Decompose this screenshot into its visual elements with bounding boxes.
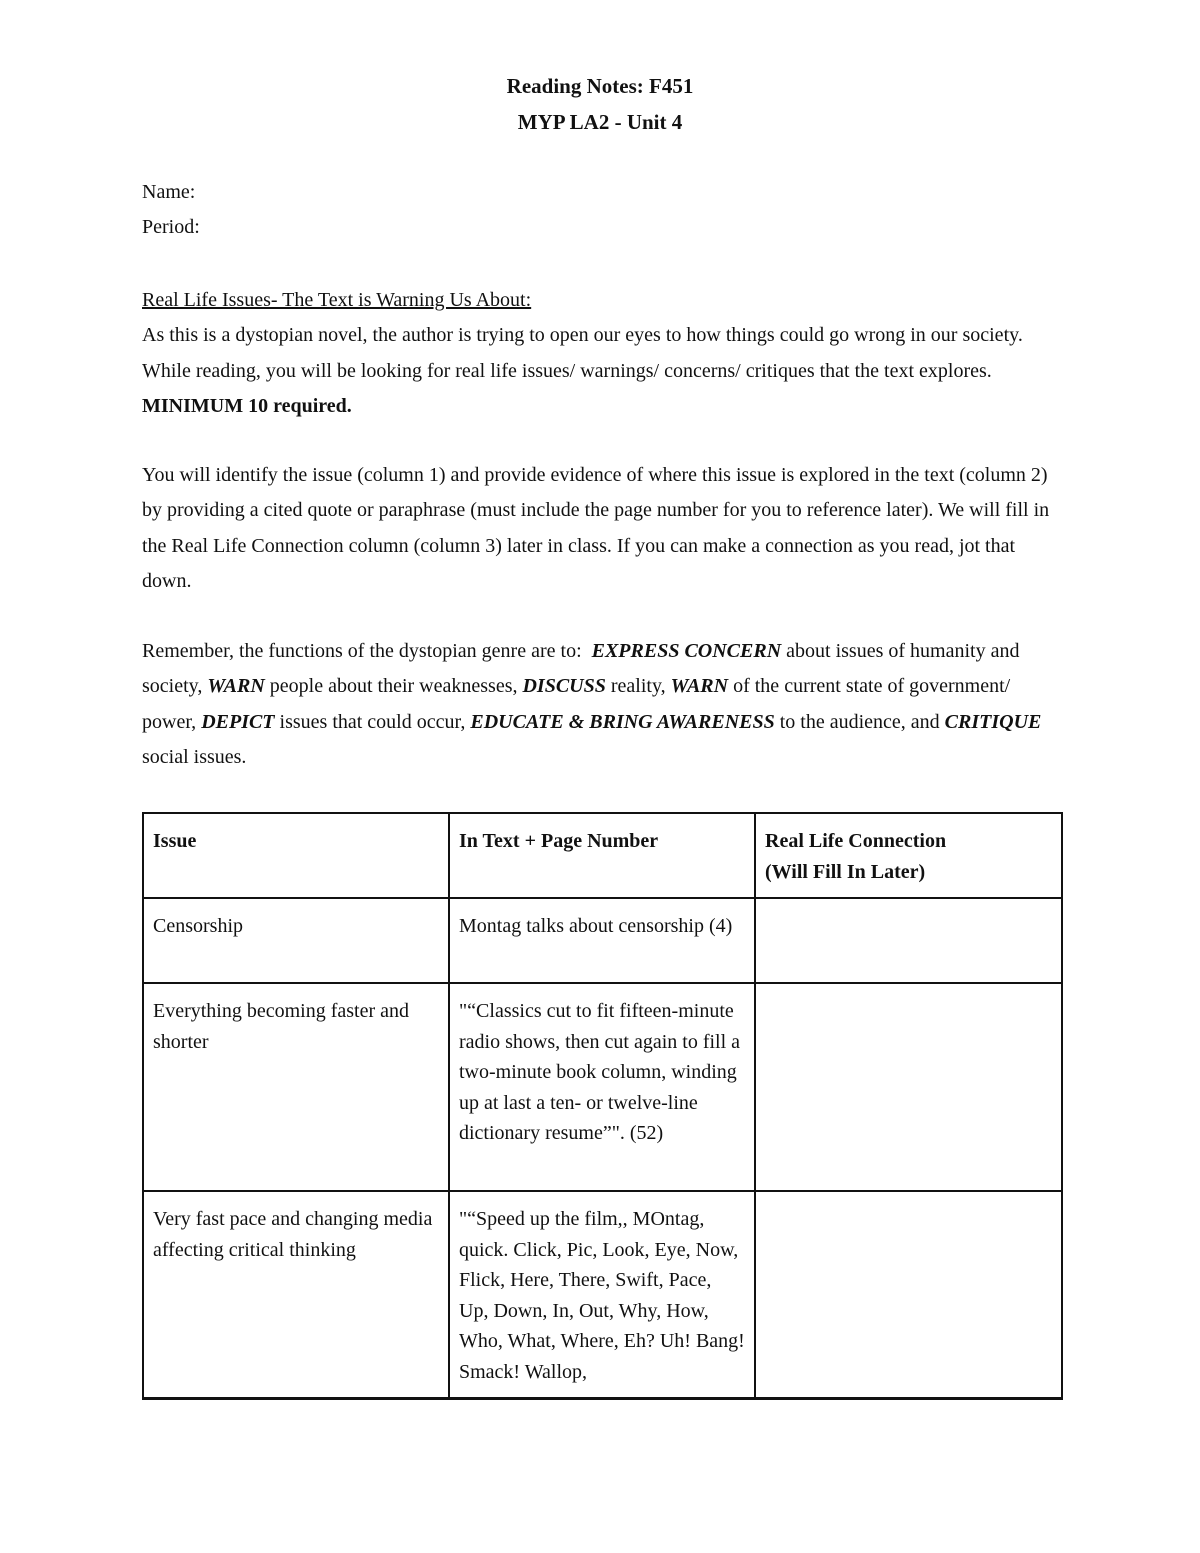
intro-text: As this is a dystopian novel, the author is trying to open our eyes to how things could go wrong in our society. While reading, you will be looking for real life issues/ warnings/ concerns/ critiques that the text explores.	[142, 324, 1023, 382]
document-subtitle: MYP LA2 - Unit 4	[517, 110, 683, 134]
keyword-educate: EDUCATE & BRING AWARENESS	[470, 710, 775, 733]
issue-cell[interactable]: Censorship	[143, 898, 449, 983]
functions-paragraph	[142, 634, 1062, 775]
functions-text-2: people about their weaknesses,	[264, 675, 523, 698]
notes-table	[142, 812, 1063, 1400]
table-row	[143, 1191, 1062, 1399]
issue-cell[interactable]: Very fast pace and changing media affecting critical thinking	[143, 1191, 449, 1399]
keyword-express-concern: EXPRESS CONCERN	[591, 640, 782, 662]
functions-text-6: to the audience, and	[774, 710, 945, 733]
instructions-paragraph: You will identify the issue (column 1) and provide evidence of where this issue is explored in the text (column 2) by providing a cited quote or paraphrase (must include the page number for you to reference later). We will fill in the Real Life Connection column (column 3) later in class. If you can make a connection as you read, jot that down.	[142, 464, 1050, 592]
connection-cell[interactable]	[755, 1191, 1062, 1399]
keyword-discuss: DISCUSS	[522, 675, 606, 698]
header-connection	[755, 813, 1062, 898]
in-text-cell[interactable]: Montag talks about censorship (4)	[449, 898, 755, 983]
header-connection-line1: Real Life Connection	[765, 830, 947, 852]
table-row	[143, 983, 1062, 1191]
table-header-row	[143, 813, 1062, 898]
functions-text-3: reality,	[605, 675, 671, 698]
functions-text-4: of the current state of government/ power,	[142, 675, 1011, 733]
functions-text-5: issues that could occur,	[274, 710, 471, 733]
keyword-critique: CRITIQUE	[944, 710, 1042, 733]
intro-heading: Real Life Issues- The Text is Warning Us About:	[142, 289, 532, 311]
header-issue: Issue	[143, 813, 449, 898]
functions-lead: Remember, the functions of the dystopian genre are to:	[142, 640, 582, 662]
functions-text-1: about issues of humanity and society,	[142, 640, 1020, 698]
connection-cell[interactable]	[755, 898, 1062, 983]
requirement-text: MINIMUM 10 required.	[142, 394, 352, 417]
functions-text-7: social issues.	[142, 745, 247, 768]
keyword-warn-2: WARN	[670, 675, 729, 698]
header-in-text: In Text + Page Number	[449, 813, 755, 898]
intro-paragraph	[142, 283, 1062, 424]
issue-cell[interactable]: Everything becoming faster and shorter	[143, 983, 449, 1191]
in-text-cell[interactable]: "“Speed up the film,, MOntag, quick. Click, Pic, Look, Eye, Now, Flick, Here, There, Swift, Pace, Up, Down, In, Out, Why, How, Who, What, Where, Eh? Uh! Bang! Smack! Wallop,	[449, 1191, 755, 1399]
document-title: Reading Notes: F451	[506, 74, 694, 98]
keyword-depict: DEPICT	[201, 710, 275, 733]
period-field-label: Period:	[142, 216, 200, 238]
header-connection-line2: (Will Fill In Later)	[765, 860, 926, 883]
table-row	[143, 898, 1062, 983]
in-text-cell[interactable]: "“Classics cut to fit fifteen-minute radio shows, then cut again to fill a two-minute book column, winding up at last a ten- or twelve-line dictionary resume”". (52)	[449, 983, 755, 1191]
connection-cell[interactable]	[755, 983, 1062, 1191]
keyword-warn-1: WARN	[207, 675, 265, 698]
name-field-label: Name:	[142, 181, 196, 203]
